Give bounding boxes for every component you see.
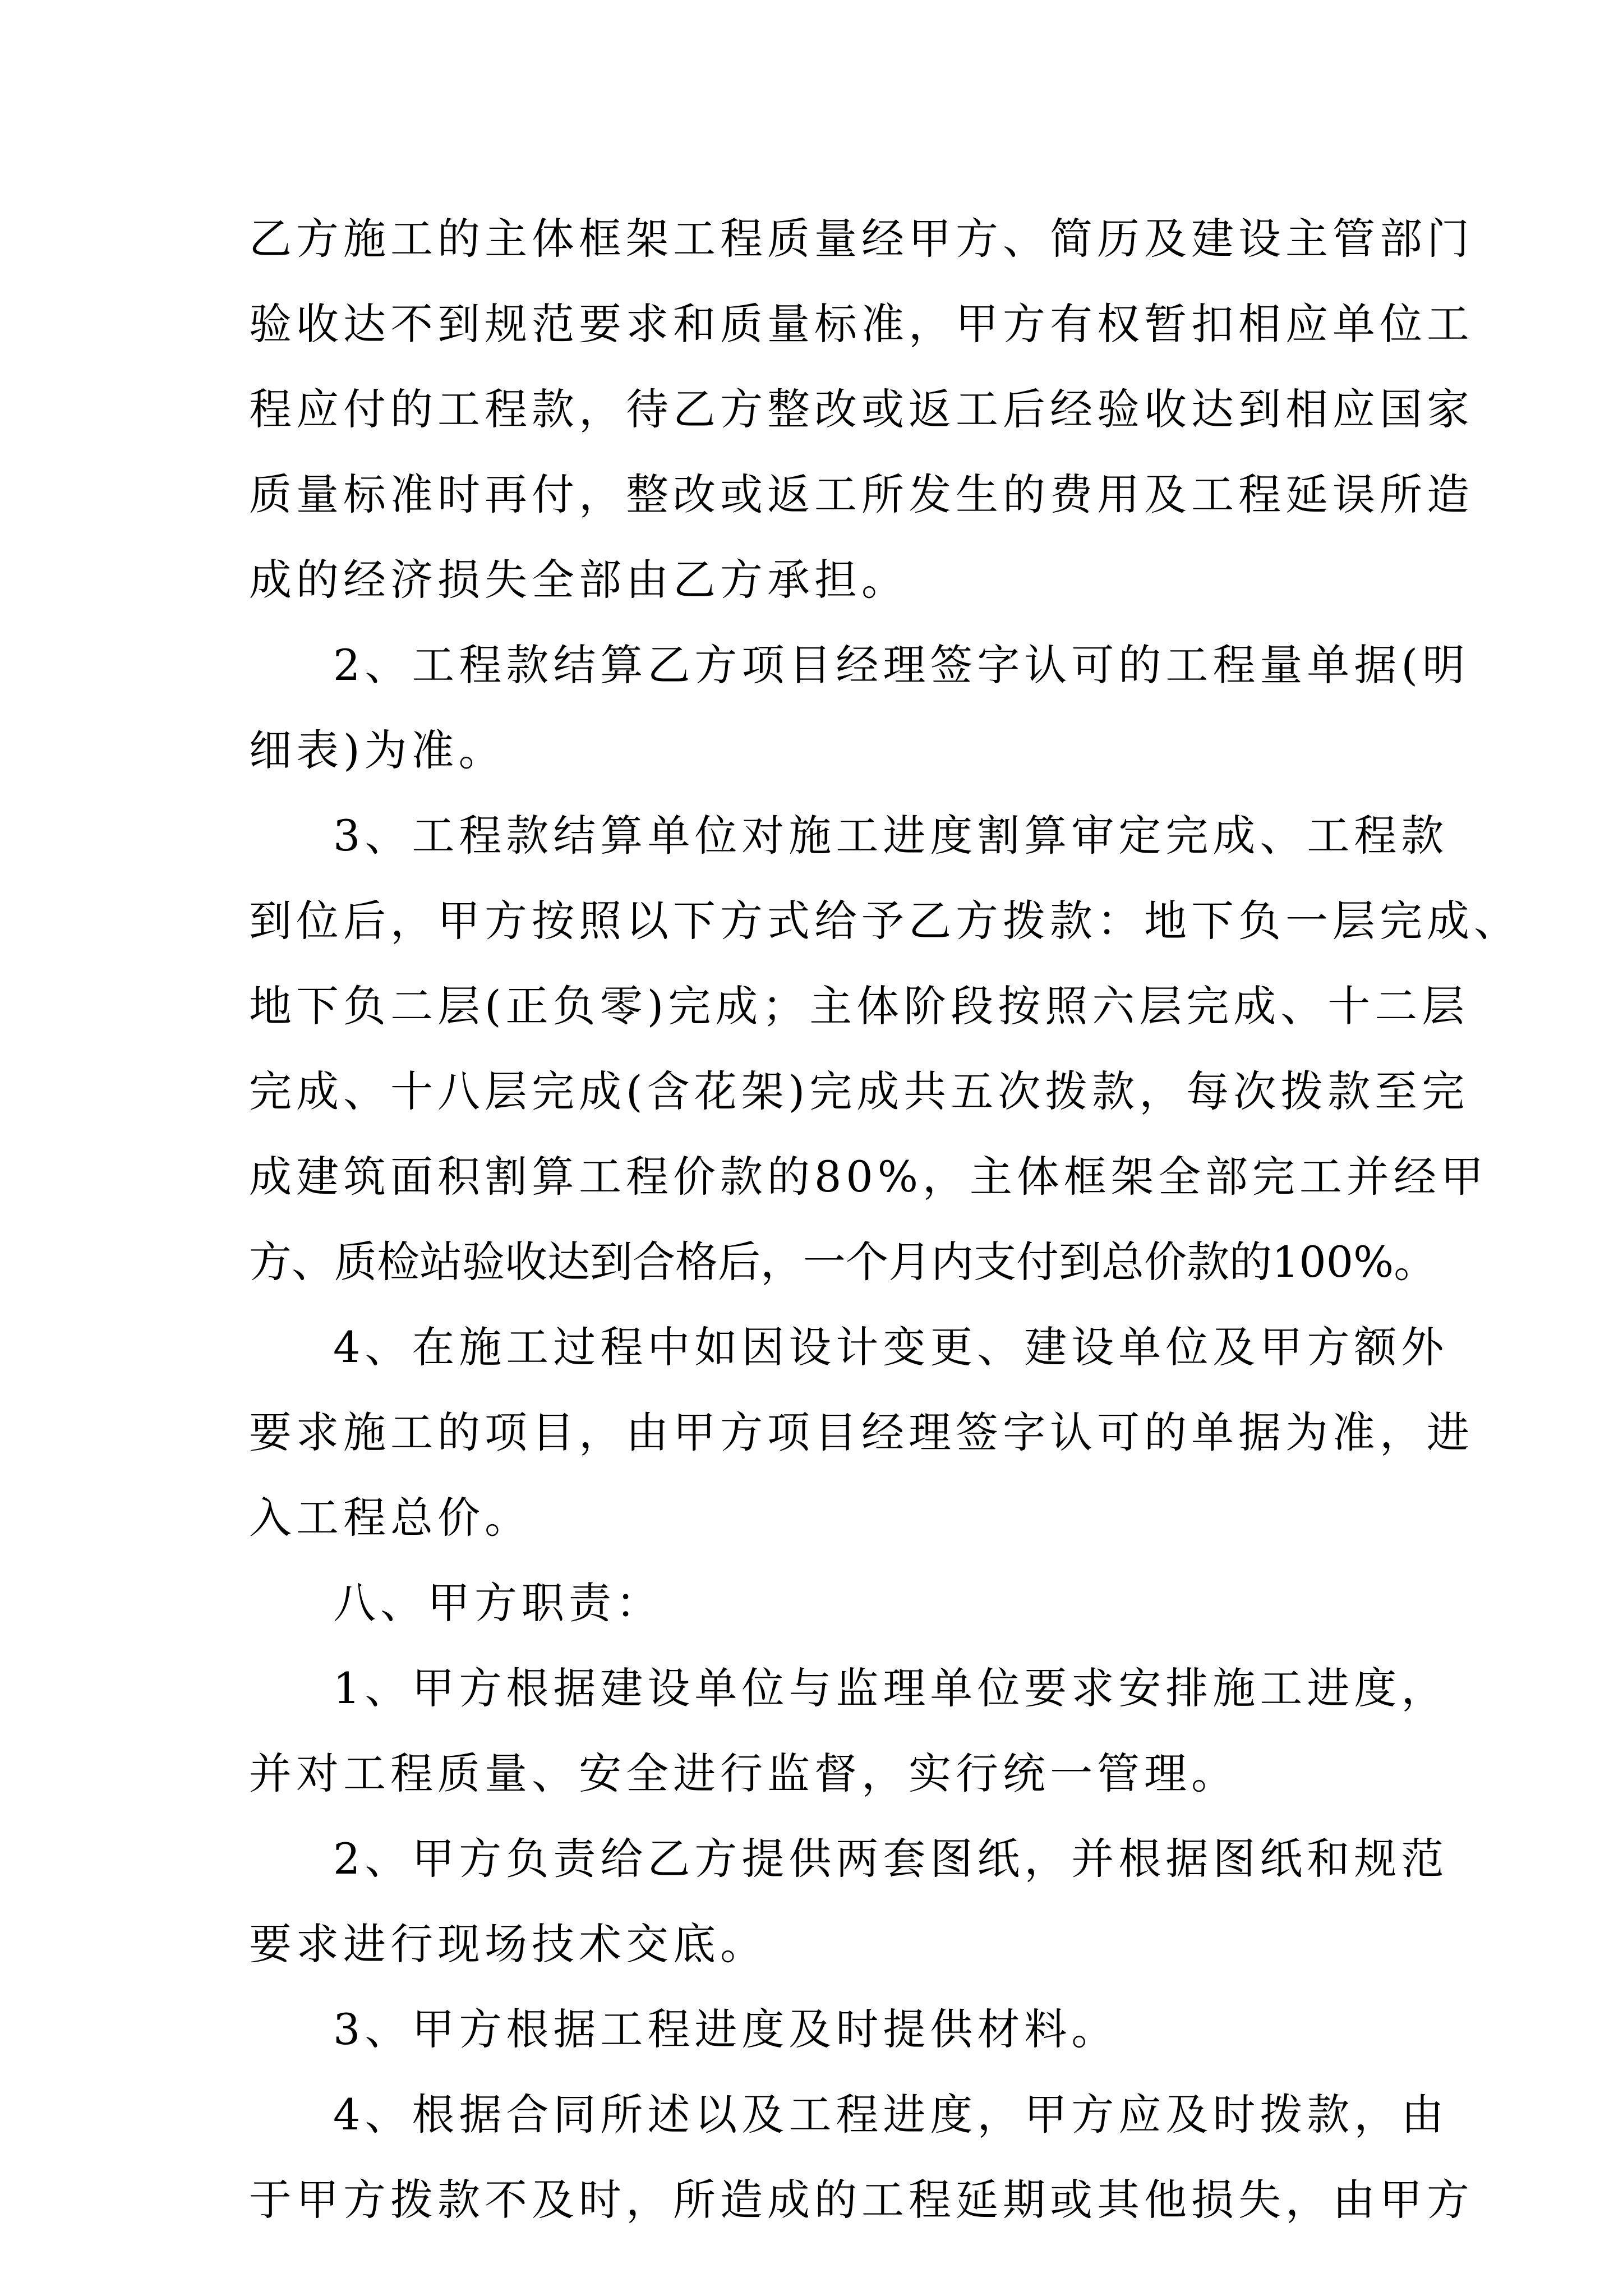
text-line: 乙方施工的主体框架工程质量经甲方、简历及建设主管部门 [249, 214, 1474, 264]
text-line: 于甲方拨款不及时，所造成的工程延期或其他损失，由甲方 [249, 2175, 1474, 2225]
text-line: 程应付的工程款，待乙方整改或返工后经验收达到相应国家 [249, 384, 1474, 434]
text-line: 到位后，甲方按照以下方式给予乙方拨款：地下负一层完成、 [249, 896, 1521, 946]
section-heading: 八、甲方职责： [333, 1578, 663, 1628]
text-line: 要求施工的项目，由甲方项目经理签字认可的单据为准，进 [249, 1407, 1474, 1457]
text-line: 要求进行现场技术交底。 [249, 1919, 767, 1969]
text-line: 完成、十八层完成(含花架)完成共五次拨款，每次拨款至完 [249, 1066, 1469, 1116]
text-line: 成建筑面积割算工程价款的80%，主体框架全部完工并经甲 [249, 1152, 1488, 1202]
text-line: 成的经济损失全部由乙方承担。 [249, 555, 909, 605]
text-line: 3、工程款结算单位对施工进度割算审定完成、工程款 [333, 811, 1449, 861]
text-line: 质量标准时再付，整改或返工所发生的费用及工程延误所造 [249, 470, 1474, 519]
text-line: 细表)为准。 [249, 725, 506, 775]
text-line: 验收达不到规范要求和质量标准，甲方有权暂扣相应单位工 [249, 299, 1474, 349]
text-line: 4、根据合同所述以及工程进度，甲方应及时拨款，由 [333, 2090, 1449, 2139]
document-body [249, 196, 1521, 2243]
text-line: 2、甲方负责给乙方提供两套图纸，并根据图纸和规范 [333, 1834, 1449, 1884]
text-line: 入工程总价。 [249, 1493, 532, 1543]
text-line: 4、在施工过程中如因设计变更、建设单位及甲方额外 [333, 1322, 1449, 1372]
text-line: 2、工程款结算乙方项目经理签字认可的工程量单据(明 [333, 640, 1470, 690]
text-line: 3、甲方根据工程进度及时提供材料。 [333, 2004, 1119, 2054]
text-line: 并对工程质量、安全进行监督，实行统一管理。 [249, 1749, 1238, 1798]
text-line: 1、甲方根据建设单位与监理单位要求安排施工进度， [333, 1663, 1449, 1713]
text-line: 方、质检站验收达到合格后，一个月内支付到总价款的100%。 [249, 1237, 1437, 1287]
text-line: 地下负二层(正负零)完成；主体阶段按照六层完成、十二层 [249, 981, 1469, 1031]
